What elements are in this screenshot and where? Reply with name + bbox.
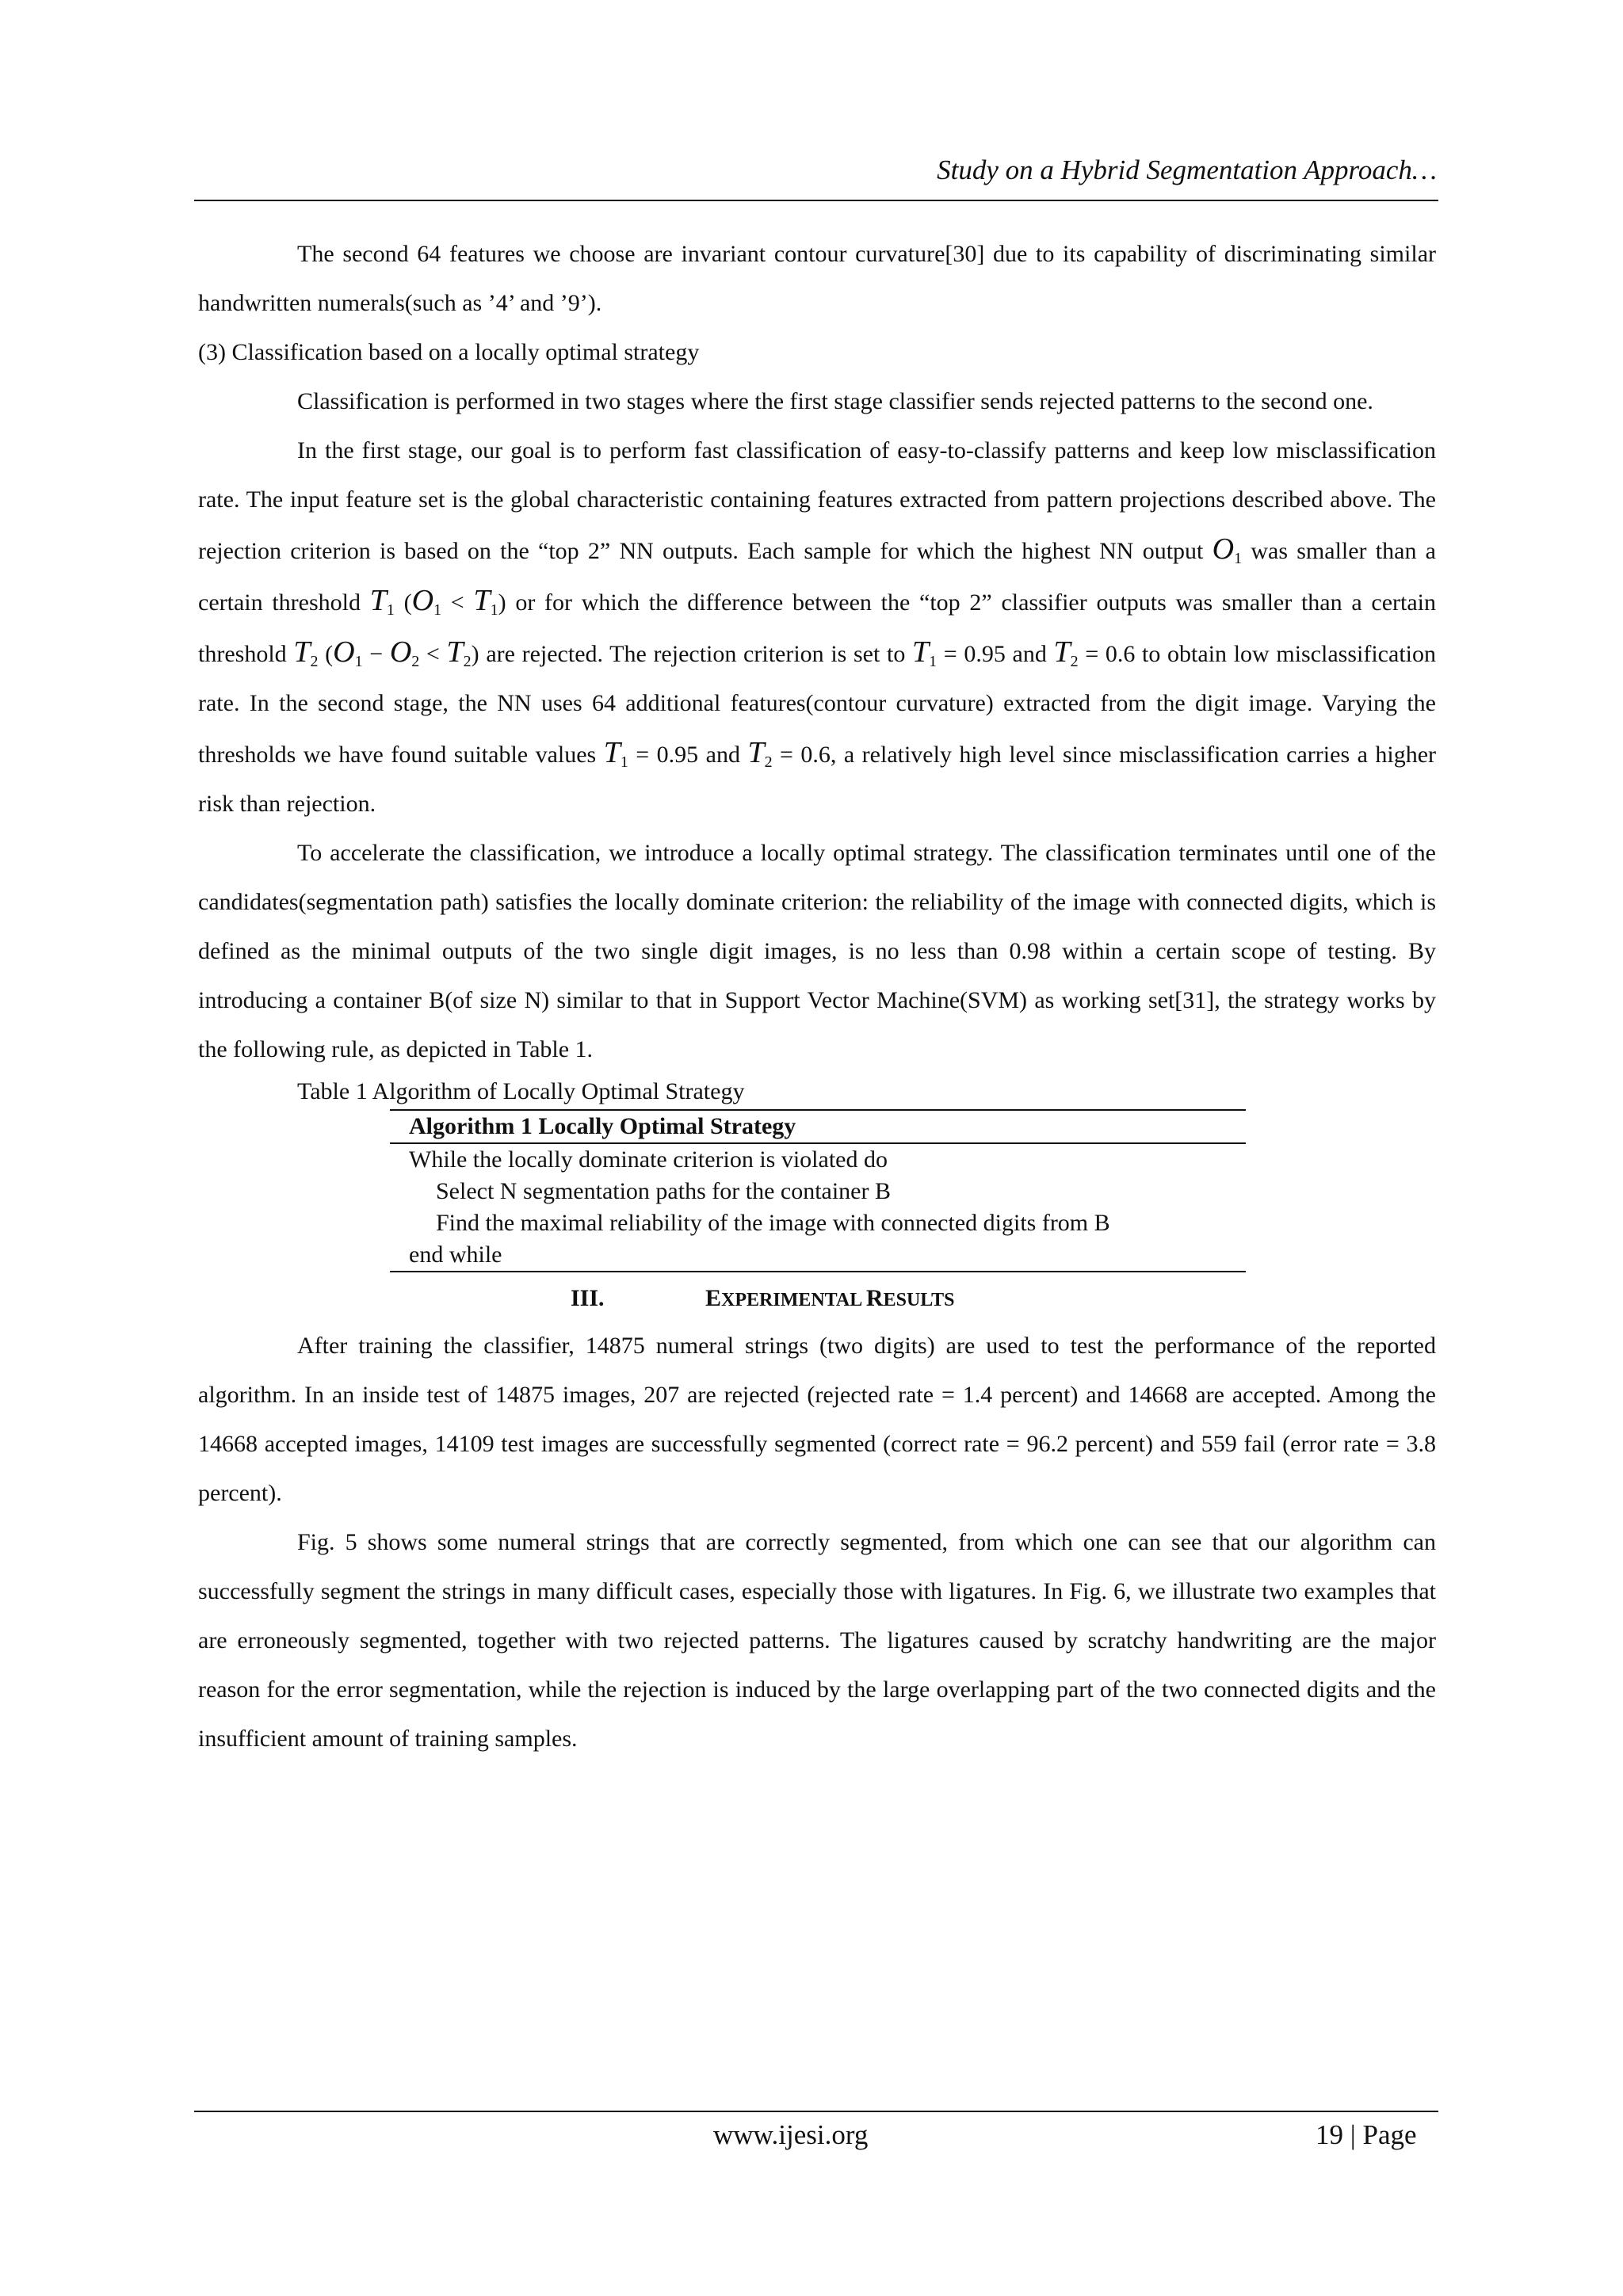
text-run: = 0.6, a relatively high level since misclassification carries a higher risk than rejection. xyxy=(198,742,1437,817)
algorithm-line: Find the maximal reliability of the image with connected digits from B xyxy=(436,1210,1110,1236)
text-run: or for which the difference between the “top 2” classifier outputs was smaller than a certain threshold xyxy=(198,589,1436,667)
math-T: T xyxy=(603,736,621,769)
paragraph-locally-optimal: To accelerate the classification, we introduce a locally optimal strategy. The classification terminates until one of the candidates(segmentation path) satisfies the locally dominate criterion: the reliability of the image with connected digits, which is defined as the minimal outputs of the two single digit images, is no less than 0.98 within a certain scope of testing. By introducing a container B(of size N) similar to that in Support Vector Machine(SVM) as working set[31], the strategy works by the following rule, as depicted in Table 1. xyxy=(198,840,1436,1062)
algorithm-title: Algorithm 1 Locally Optimal Strategy xyxy=(409,1113,796,1139)
section-title-smallcaps: ESULTS xyxy=(883,1290,955,1310)
math-sub: 1 xyxy=(433,601,442,619)
footer-website: www.ijesi.org xyxy=(713,2119,869,2150)
math-sub: 2 xyxy=(411,653,420,670)
text-run: = 0.6 to obtain low misclassification rate. In the second stage, the NN uses 64 additional features(contour curvature) extracted from the digit image. Varying the thresholds we have found suitable values xyxy=(198,641,1436,768)
math-O: O xyxy=(333,635,355,669)
math-paren: ) xyxy=(471,641,479,667)
math-sub: 1 xyxy=(929,653,938,670)
math-sub: 2 xyxy=(764,753,773,771)
paragraph-contour-curvature: The second 64 features we choose are invariant contour curvature[30] due to its capability of discriminating similar handwritten numerals(such as ’4’ and ’9’). xyxy=(198,241,1436,316)
section-title-cap: E xyxy=(705,1285,722,1311)
section-title-cap: R xyxy=(865,1285,884,1311)
section-heading-results xyxy=(198,1277,1436,1322)
math-T: T xyxy=(473,584,491,617)
math-lt: < xyxy=(441,589,474,616)
text-run: was smaller than a certain threshold xyxy=(198,538,1437,616)
math-T: T xyxy=(911,635,930,669)
math-sub: 1 xyxy=(354,653,363,670)
section-number: III. xyxy=(571,1285,605,1311)
footer-rule xyxy=(194,2111,1438,2112)
math-O: O xyxy=(389,635,412,669)
table-caption: Table 1 Algorithm of Locally Optimal Strategy xyxy=(297,1078,745,1104)
math-T: T xyxy=(1053,635,1071,669)
paragraph-two-stages: Classification is performed in two stages where the first stage classifier sends rejected patterns to the second one. xyxy=(297,388,1373,414)
section-title-smallcaps: XPERIMENTAL xyxy=(721,1290,866,1310)
math-paren: ) xyxy=(498,589,506,616)
paragraph-figures: Fig. 5 shows some numeral strings that are correctly segmented, from which one can see that our algorithm can successfully segment the strings in many difficult cases, especially those with ligatures. In Fig. 6, we illustrate two examples that are erroneously segmented, together with two rejected patterns. The ligatures caused by scratchy handwriting are the major reason for the error segmentation, while the rejection is induced by the large overlapping part of the two connected digits and the insufficient amount of training samples. xyxy=(198,1529,1436,1752)
math-sub: 2 xyxy=(310,653,319,670)
text-run: = 0.95 and xyxy=(937,641,1054,667)
paragraph-results: After training the classifier, 14875 numeral strings (two digits) are used to test the performance of the reported algorithm. In an inside test of 14875 images, 207 are rejected (rejected rate = 1.4 percent) and 14668 are accepted. Among the 14668 accepted images, 14109 test images are successfully segmented (correct rate = 96.2 percent) and 559 fail (error rate = 3.8 percent). xyxy=(198,1333,1436,1506)
footer-page-number: 19 | Page xyxy=(1316,2119,1417,2150)
math-O: O xyxy=(411,584,434,617)
algorithm-line: Select N segmentation paths for the container B xyxy=(436,1178,891,1204)
text-run: are rejected. The rejection criterion is set to xyxy=(479,641,912,667)
subsection-heading-classification: (3) Classification based on a locally optimal strategy xyxy=(198,339,700,365)
math-O: O xyxy=(1212,532,1235,566)
math-sub: 1 xyxy=(1234,550,1243,567)
header-rule xyxy=(194,200,1438,201)
math-lt: < xyxy=(419,641,447,667)
math-sub: 2 xyxy=(463,653,472,670)
math-T: T xyxy=(747,736,765,769)
math-sub: 1 xyxy=(620,753,628,771)
table-bottom-rule xyxy=(390,1271,1246,1272)
math-sub: 1 xyxy=(490,601,498,619)
algorithm-table xyxy=(390,1109,1246,1272)
algorithm-line: end while xyxy=(409,1241,502,1268)
paragraph-first-stage xyxy=(198,426,1436,829)
math-paren: ( xyxy=(318,641,334,667)
running-header: Study on a Hybrid Segmentation Approach… xyxy=(937,154,1437,185)
math-T: T xyxy=(446,635,464,669)
algorithm-line: While the locally dominate criterion is violated do xyxy=(409,1146,888,1173)
math-paren: ( xyxy=(394,589,412,616)
text-run: = 0.95 and xyxy=(628,742,748,768)
math-T: T xyxy=(293,635,311,669)
math-sub: 2 xyxy=(1070,653,1079,670)
body-text xyxy=(198,230,1436,1764)
text-run: In the first stage, our goal is to perform fast classification of easy-to-classify patterns and keep low misclassification rate. The input feature set is the global characteristic containing features extracted from pattern projections described above. The rejection criterion is based on the “top 2” NN outputs. Each sample for which the highest NN output xyxy=(198,437,1436,564)
math-sub: 1 xyxy=(386,601,395,619)
math-T: T xyxy=(369,584,387,617)
math-minus: − xyxy=(362,641,390,667)
